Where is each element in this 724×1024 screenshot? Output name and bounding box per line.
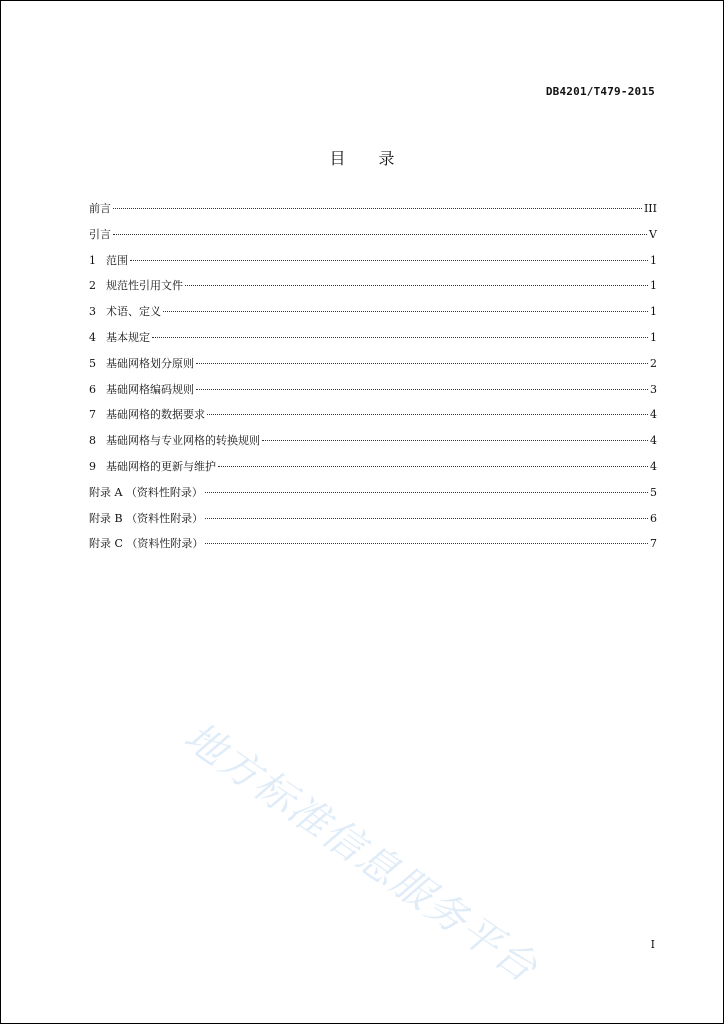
toc-entry-page: 1 — [650, 253, 657, 267]
toc-entry-page: 2 — [650, 356, 657, 370]
toc-entry-label: 前言 — [89, 202, 111, 215]
toc-entry-number: 8 — [89, 434, 96, 448]
toc-entry-page: 4 — [650, 459, 657, 473]
toc-leader — [205, 543, 648, 544]
toc-entry-9[interactable] — [89, 459, 657, 485]
toc-entry-appendix-a[interactable] — [89, 485, 657, 511]
toc-title: 目 录 — [329, 149, 409, 168]
toc-entry-label: 附录 C （资料性附录） — [89, 537, 204, 551]
toc-entry-label: 引言 — [89, 227, 111, 241]
toc-entry-label: 基础网格编码规则 — [106, 382, 194, 396]
toc-entry-number: 7 — [89, 408, 96, 422]
toc-entry-page: 4 — [650, 434, 657, 448]
toc-entry-number: 1 — [89, 253, 96, 267]
table-of-contents — [89, 201, 657, 562]
toc-leader — [262, 440, 648, 441]
toc-entry-1[interactable] — [89, 253, 657, 279]
toc-leader — [196, 363, 648, 364]
toc-entry-label: 范围 — [106, 253, 128, 267]
toc-entry-label: 基本规定 — [106, 330, 150, 344]
toc-entry-page: 1 — [650, 330, 657, 344]
toc-entry-label: 基础网格的数据要求 — [106, 408, 205, 422]
toc-entry-page: 4 — [650, 408, 657, 422]
toc-entry-label: 附录 B （资料性附录） — [89, 511, 204, 525]
toc-entry-label: 基础网格的更新与维护 — [106, 459, 216, 473]
toc-leader — [130, 260, 648, 261]
toc-entry-label: 附录 A （资料性附录） — [89, 485, 203, 499]
toc-entry-page: 1 — [650, 279, 657, 293]
toc-entry-5[interactable] — [89, 356, 657, 382]
toc-entry-number: 6 — [89, 382, 96, 396]
toc-entry-number: 4 — [89, 330, 96, 344]
toc-entry-page: V — [649, 227, 657, 241]
toc-entry-page: 1 — [650, 305, 657, 319]
toc-entry-page: 6 — [650, 511, 657, 525]
toc-leader — [205, 518, 648, 519]
toc-entry-foreword[interactable] — [89, 201, 657, 227]
toc-entry-page: 3 — [650, 382, 657, 396]
toc-entry-6[interactable] — [89, 382, 657, 408]
toc-entry-number: 3 — [89, 305, 96, 319]
toc-leader — [152, 337, 648, 338]
toc-entry-introduction[interactable] — [89, 227, 657, 253]
toc-entry-appendix-b[interactable] — [89, 511, 657, 537]
toc-entry-number: 9 — [89, 459, 96, 473]
toc-entry-label: 基础网格与专业网格的转换规则 — [106, 434, 260, 448]
toc-leader — [207, 414, 648, 415]
toc-leader — [185, 285, 648, 286]
watermark-text: 地方标准信息服务平台 — [175, 713, 547, 993]
toc-entry-label: 基础网格划分原则 — [106, 356, 194, 370]
toc-entry-4[interactable] — [89, 330, 657, 356]
document-code: DB4201/T479-2015 — [545, 85, 655, 98]
toc-leader — [163, 311, 648, 312]
toc-entry-2[interactable] — [89, 278, 657, 304]
toc-entry-page: III — [643, 202, 657, 215]
toc-leader — [218, 466, 648, 467]
page-number: I — [650, 938, 655, 951]
toc-entry-8[interactable] — [89, 433, 657, 459]
toc-entry-7[interactable] — [89, 407, 657, 433]
toc-leader — [113, 234, 647, 235]
toc-entry-3[interactable] — [89, 304, 657, 330]
toc-entry-page: 7 — [650, 537, 657, 551]
toc-leader — [196, 389, 648, 390]
toc-entry-label: 术语、定义 — [106, 305, 161, 319]
toc-entry-number: 2 — [89, 279, 96, 293]
toc-entry-label: 规范性引用文件 — [106, 279, 183, 293]
toc-entry-number: 5 — [89, 356, 96, 370]
toc-entry-page: 5 — [650, 485, 657, 499]
toc-leader — [205, 492, 648, 493]
toc-leader — [113, 208, 642, 209]
toc-entry-appendix-c[interactable] — [89, 536, 657, 562]
